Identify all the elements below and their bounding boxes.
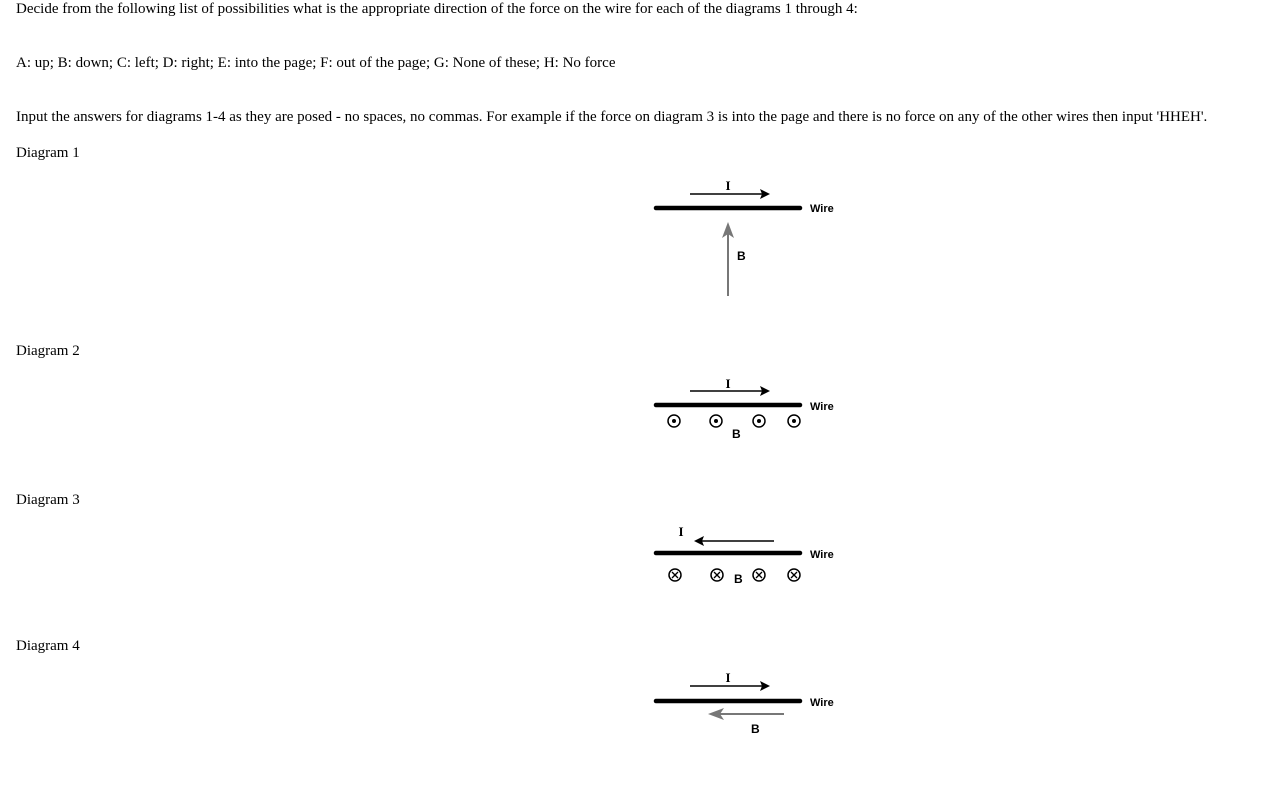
diagram-3-svg <box>640 515 860 595</box>
diagram-3-figure <box>640 515 860 595</box>
dot-out-of-page-icon <box>753 415 765 427</box>
current-label: I <box>725 178 731 193</box>
x-into-page-icon <box>711 569 723 581</box>
wire-label: Wire <box>810 697 834 709</box>
x-into-page-icon <box>753 569 765 581</box>
field-arrow-up <box>722 222 734 296</box>
dot-out-of-page-icon <box>668 415 680 427</box>
x-into-page-icon <box>788 569 800 581</box>
diagram-4-title: Diagram 4 <box>16 638 80 654</box>
diagram-4-svg <box>640 663 860 743</box>
field-arrow-left <box>708 708 784 720</box>
wire-label: Wire <box>810 401 834 413</box>
current-label: I <box>725 376 731 391</box>
diagram-2-figure <box>640 368 860 448</box>
diagram-1-figure <box>640 170 860 300</box>
diagram-2-svg <box>640 368 860 448</box>
current-label: I <box>725 670 731 685</box>
field-label: B <box>732 427 741 441</box>
question-intro: Decide from the following list of possibilities what is the appropriate direction of the force on the wire for each of the diagrams 1 through 4: <box>16 1 858 17</box>
dot-out-of-page-icon <box>710 415 722 427</box>
diagram-1-title: Diagram 1 <box>16 145 80 161</box>
current-arrow-left <box>694 536 774 546</box>
answer-instructions: Input the answers for diagrams 1-4 as they are posed - no spaces, no commas. For example if the force on diagram 3 is into the page and there is no force on any of the other wires then input 'HHEH'. <box>16 109 1208 125</box>
diagram-2-title: Diagram 2 <box>16 343 80 359</box>
x-into-page-icon <box>669 569 681 581</box>
field-label: B <box>737 249 746 263</box>
current-label: I <box>678 524 684 539</box>
answer-options: A: up; B: down; C: left; D: right; E: into the page; F: out of the page; G: None of these; H: No force <box>16 55 616 71</box>
diagram-1-svg <box>640 170 860 300</box>
field-label: B <box>734 572 743 586</box>
wire-label: Wire <box>810 549 834 561</box>
dot-out-of-page-icon <box>788 415 800 427</box>
diagram-3-title: Diagram 3 <box>16 492 80 508</box>
field-label: B <box>751 722 760 736</box>
wire-label: Wire <box>810 203 834 215</box>
diagram-4-figure <box>640 663 860 743</box>
